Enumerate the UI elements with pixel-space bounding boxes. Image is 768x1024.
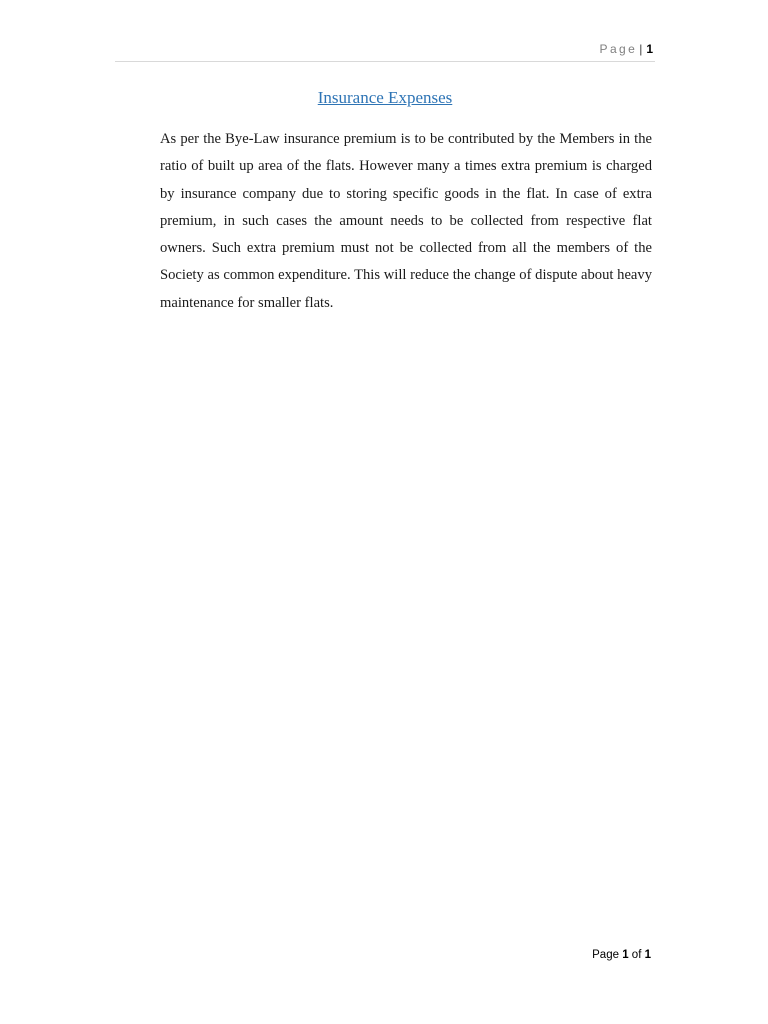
header-page-number: 1 — [646, 42, 653, 56]
footer-page-label: Page — [592, 949, 619, 961]
header-separator: | — [639, 42, 643, 56]
document-title: Insurance Expenses — [317, 88, 453, 107]
footer-of-label: of — [631, 949, 642, 961]
footer-total-pages: 1 — [644, 949, 651, 961]
page-header — [600, 42, 653, 56]
footer-current-page: 1 — [622, 949, 629, 961]
header-page-word: Page — [599, 42, 638, 56]
page-footer — [592, 949, 651, 961]
header-divider — [115, 61, 655, 62]
body-paragraph: As per the Bye-Law insurance premium is to be contributed by the Members in the ratio of built up area of the flats. However many a times extra premium is charged by insurance company due to storing specific goods in the flat. In case of extra premium, in such cases the amount needs to be collected from respective flat owners. Such extra premium must not be collected from all the members of the Society as common expenditure. This will reduce the change of dispute about heavy maintenance for smaller flats. — [160, 131, 652, 311]
